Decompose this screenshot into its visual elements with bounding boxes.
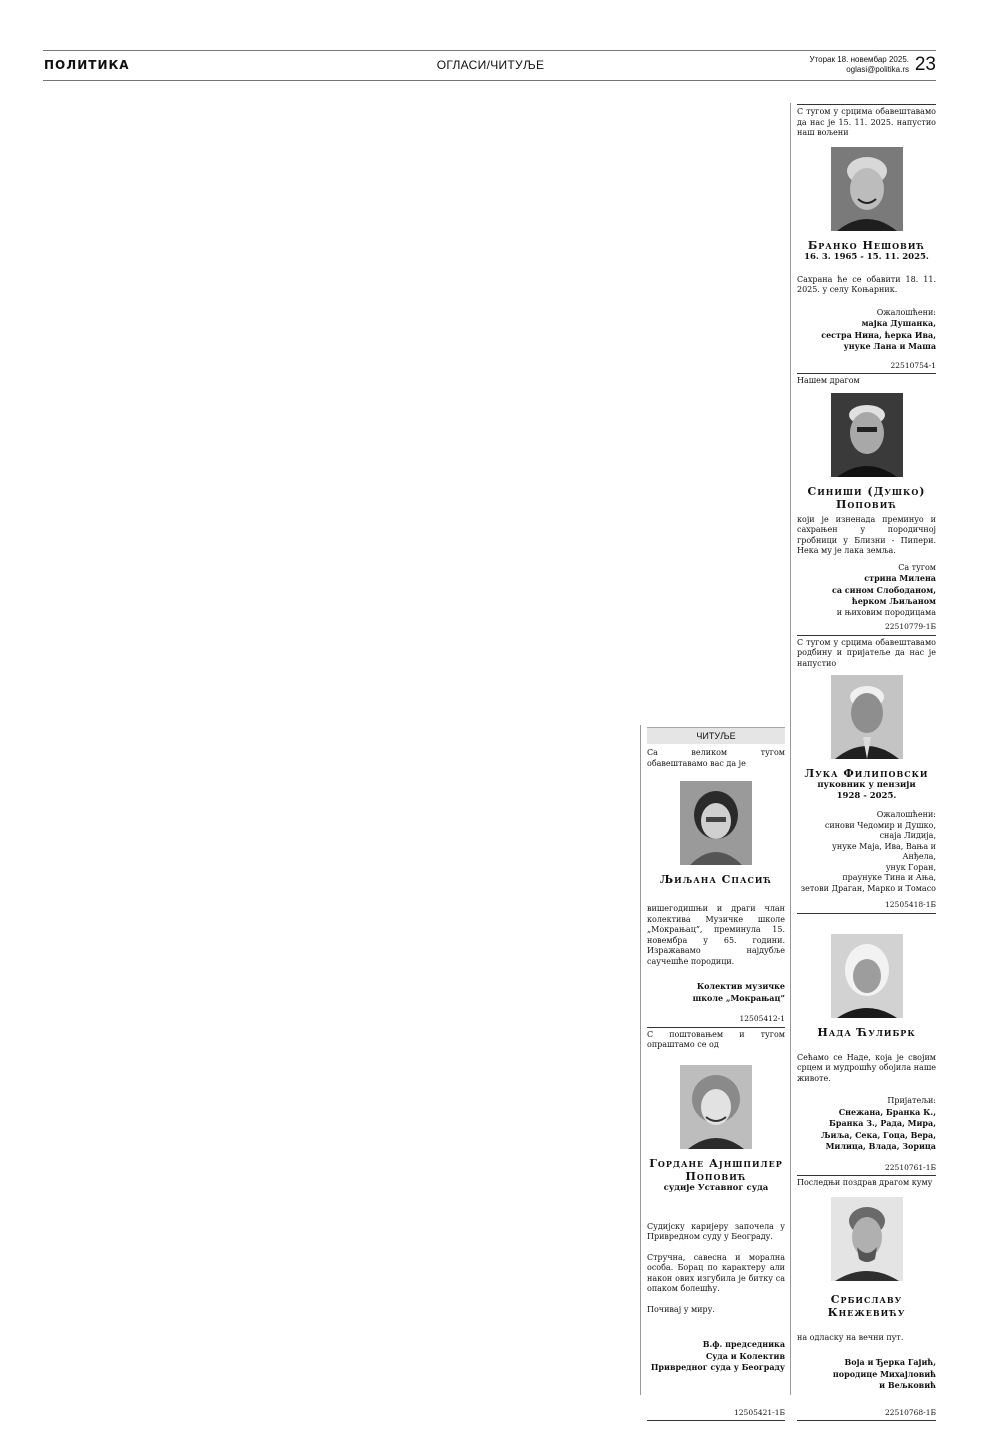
deceased-name: Лука Филиповски bbox=[804, 767, 929, 780]
signature-line: Колектив музичке bbox=[696, 981, 785, 991]
header-top-rule bbox=[43, 50, 936, 51]
ad-code: 12505412-1 bbox=[739, 1014, 785, 1023]
signature-line: школе „Мокрањац” bbox=[692, 992, 785, 1003]
signature-line: Бранка З., Рада, Мира, bbox=[829, 1118, 936, 1128]
notice-intro: Нашем драгом bbox=[797, 376, 860, 385]
signature-line: Суда и Колектив bbox=[705, 1350, 785, 1361]
section-title: ОГЛАСИ/ЧИТУЉЕ bbox=[436, 58, 545, 72]
signature-line: Ожалошћени: bbox=[876, 307, 936, 317]
signature-line: Снежана, Бранка К., bbox=[838, 1106, 936, 1117]
obituaries-banner: ЧИТУЉЕ bbox=[647, 727, 785, 744]
signature-line: унуке Лана и Маша bbox=[843, 341, 936, 351]
portrait-photo bbox=[680, 781, 752, 865]
notice-body: Сахрана ће се обавити 18. 11. 2025. у селу Коњарник. bbox=[797, 274, 936, 294]
signature-line: унук Горан, bbox=[885, 862, 936, 872]
signature-line: праунуке Тина и Ања, bbox=[842, 873, 936, 882]
signature-line: синови Чедомир и Душко, bbox=[824, 820, 936, 830]
portrait-photo bbox=[831, 1197, 903, 1281]
right-obituary-column bbox=[797, 104, 936, 1421]
signature-line: Са тугом bbox=[898, 562, 936, 572]
obituary-notice bbox=[647, 744, 785, 1027]
signature-line: снаја Лидија, bbox=[879, 831, 936, 840]
ad-code: 12505418-1Б bbox=[885, 900, 936, 909]
obituary-notice bbox=[797, 373, 936, 635]
obituary-notice bbox=[647, 1027, 785, 1422]
signature-line: Ожалошћени: bbox=[876, 810, 936, 819]
deceased-name: Гордане Ајншпилер Поповић bbox=[649, 1156, 783, 1183]
obituary-notice bbox=[797, 635, 936, 913]
deceased-name: Бранко Нешовић bbox=[807, 238, 926, 252]
obituary-notice bbox=[797, 104, 936, 373]
newspaper-logo: ПОЛИТИКА bbox=[44, 58, 130, 72]
notice-body: који је изненада преминуо и сахрањен у породичној гробници у Близни - Пипери. Нека му је лака земља. bbox=[797, 514, 936, 555]
notice-signature bbox=[797, 810, 936, 894]
deceased-name: Синиши (Душко) Поповић bbox=[807, 484, 926, 511]
notice-body: Почивај у миру. bbox=[647, 1304, 715, 1314]
notice-signature bbox=[797, 563, 936, 619]
portrait-photo bbox=[680, 1065, 752, 1149]
deceased-name: Србиславу Кнежевићу bbox=[827, 1292, 906, 1319]
notice-signature bbox=[647, 1339, 785, 1374]
left-obituary-column bbox=[647, 727, 785, 1421]
notice-signature bbox=[797, 308, 936, 353]
notice-body: Судијску каријеру започела у Привредном суду у Београду. bbox=[647, 1221, 785, 1241]
ad-code: 12505421-1Б bbox=[647, 1408, 785, 1422]
contact-email: oglasi@politika.rs bbox=[846, 65, 909, 74]
signature-line: и Вељковић bbox=[879, 1380, 936, 1390]
notice-intro: С поштовањем и тугом опраштамо се од bbox=[647, 1029, 785, 1049]
signature-line: Привредног суда у Београду bbox=[650, 1362, 785, 1372]
notice-signature bbox=[797, 1357, 936, 1392]
obituary-notice bbox=[797, 913, 936, 1176]
signature-line: ћерком Љиљаном bbox=[851, 596, 936, 606]
deceased-name: Нада Ћулибрк bbox=[817, 1025, 916, 1039]
deceased-name: Љиљана Спасић bbox=[659, 873, 773, 886]
obituary-notice bbox=[797, 1175, 936, 1421]
deceased-title: пуковник у пензији bbox=[817, 780, 916, 790]
signature-line: унуке Маја, Ива, Вања и Анђела, bbox=[832, 841, 936, 861]
signature-line: сестра Нина, ћерка Ива, bbox=[821, 329, 936, 340]
notice-signature bbox=[797, 1096, 936, 1153]
signature-line: Љиља, Сека, Гоца, Вера, bbox=[820, 1129, 936, 1140]
signature-line: мајка Душанка, bbox=[861, 318, 936, 328]
notice-intro: С тугом у срцима обавештавамо да нас је 15. 11. 2025. напустио наш вољени bbox=[797, 107, 936, 137]
notice-intro: С тугом у срцима обавештавамо родбину и пријатеље да нас је напустио bbox=[797, 637, 936, 668]
portrait-photo bbox=[831, 393, 903, 477]
right-column-separator bbox=[790, 103, 791, 1395]
notice-intro: Последњи поздрав драгом куму bbox=[797, 1178, 933, 1187]
notice-signature bbox=[647, 981, 785, 1004]
signature-line: Пријатељи: bbox=[887, 1096, 936, 1105]
signature-line: Воја и Ђерка Гајић, bbox=[844, 1357, 936, 1367]
signature-line: породице Михајловић bbox=[832, 1368, 936, 1379]
portrait-photo bbox=[831, 147, 903, 231]
notice-body: Сећамо се Наде, која је својим срцем и мудрошћу обојила наше животе. bbox=[797, 1052, 936, 1083]
deceased-title: судије Уставног суда bbox=[663, 1182, 769, 1193]
ad-code: 22510761-1Б bbox=[885, 1162, 936, 1172]
page-number: 23 bbox=[914, 54, 936, 75]
signature-line: В.ф. председника bbox=[702, 1339, 785, 1349]
signature-line: Милица, Влада, Зорица bbox=[825, 1141, 936, 1151]
signature-line: и њиховим породицама bbox=[836, 607, 936, 617]
issue-date-block bbox=[810, 55, 910, 75]
life-dates: 1928 - 2025. bbox=[836, 791, 897, 801]
ad-code: 22510779-1Б bbox=[885, 622, 936, 631]
signature-line: зетови Драган, Марко и Томасо bbox=[800, 883, 936, 893]
signature-line: са сином Слободаном, bbox=[831, 584, 936, 595]
portrait-photo bbox=[831, 934, 903, 1018]
ad-code: 22510768-1Б bbox=[797, 1408, 936, 1422]
left-column-separator bbox=[640, 725, 641, 1395]
notice-body: вишегодишњи и драги члан колектива Музичке школе „Мокрањац”, преминула 15. новембра у 65. години. Изражавамо најдубље саучешће породици. bbox=[647, 904, 785, 966]
notice-intro: Са великом тугом обавештавамо вас да је bbox=[647, 748, 785, 768]
header-bottom-rule bbox=[43, 80, 936, 81]
ad-code: 22510754-1 bbox=[890, 360, 936, 370]
issue-date: Уторак 18. новембар 2025. bbox=[809, 55, 909, 64]
portrait-photo bbox=[831, 675, 903, 759]
notice-body: Стручна, савесна и морална особа. Борац по карактеру али након ових изгубила је битку са опаком болешћу. bbox=[647, 1252, 785, 1293]
signature-line: стрина Милена bbox=[864, 573, 936, 583]
notice-body: на одласку на вечни пут. bbox=[797, 1332, 904, 1342]
life-dates: 16. 3. 1965 - 15. 11. 2025. bbox=[804, 251, 929, 262]
